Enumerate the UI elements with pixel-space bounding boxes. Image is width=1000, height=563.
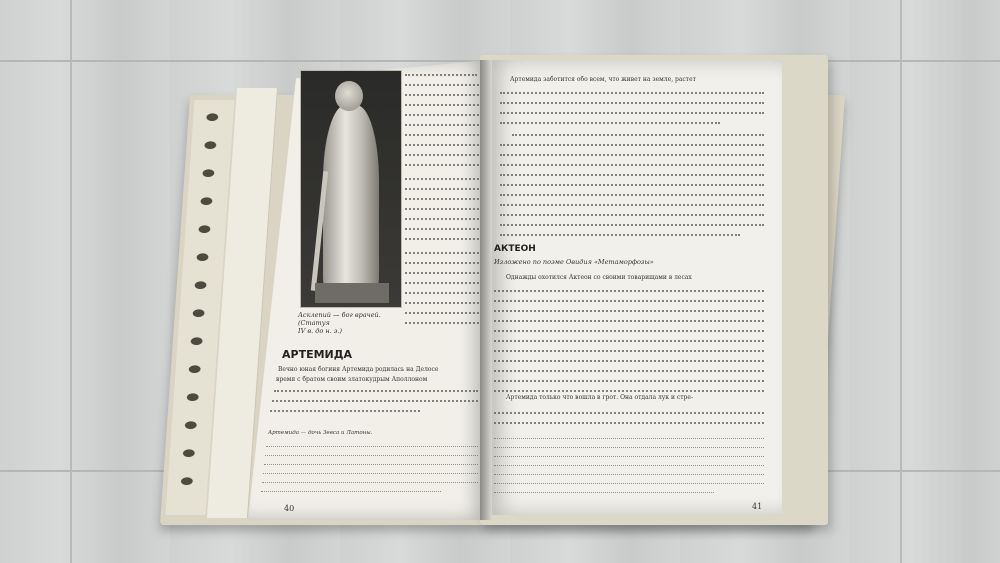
text-line bbox=[405, 282, 479, 284]
text-line bbox=[405, 144, 479, 146]
section-subtitle: Изложено по поэме Овидия «Метаморфозы» bbox=[494, 258, 654, 266]
palmette-icon bbox=[191, 250, 214, 262]
palmette-icon bbox=[197, 166, 220, 178]
text-line bbox=[405, 114, 479, 116]
text-line bbox=[500, 144, 764, 146]
palmette-icon bbox=[187, 306, 210, 318]
text-line bbox=[261, 491, 441, 492]
text-fragment: Однажды охотился Актеон со своими товарищами в лесах bbox=[506, 274, 692, 281]
palmette-icon bbox=[201, 110, 224, 122]
text-line bbox=[500, 204, 764, 206]
text-line bbox=[500, 174, 764, 176]
text-line bbox=[405, 124, 479, 126]
text-line bbox=[494, 300, 764, 302]
text-line bbox=[500, 214, 764, 216]
text-line bbox=[405, 218, 479, 220]
caption-line: (Статуя bbox=[298, 318, 330, 327]
text-line bbox=[494, 483, 764, 484]
statue-illustration bbox=[300, 70, 402, 308]
palmette-icon bbox=[189, 278, 212, 290]
text-line bbox=[494, 465, 764, 466]
text-line bbox=[405, 272, 479, 274]
text-line bbox=[405, 164, 479, 166]
text-line bbox=[265, 455, 478, 456]
text-line bbox=[263, 473, 478, 474]
text-line bbox=[500, 92, 764, 94]
text-line bbox=[494, 290, 764, 292]
palmette-icon bbox=[183, 362, 206, 374]
text-line bbox=[500, 234, 740, 236]
text-line bbox=[405, 228, 479, 230]
text-line bbox=[494, 350, 764, 352]
text-line bbox=[405, 262, 479, 264]
text-line bbox=[500, 164, 764, 166]
text-line bbox=[272, 400, 478, 402]
text-fragment: Артемида — дочь Зевса и Латоны. bbox=[268, 430, 373, 436]
text-line bbox=[266, 446, 478, 447]
text-line bbox=[494, 447, 764, 448]
text-line bbox=[494, 422, 764, 424]
text-line bbox=[494, 474, 764, 475]
palmette-icon bbox=[195, 194, 218, 206]
text-line bbox=[405, 178, 479, 180]
text-line bbox=[405, 252, 479, 254]
text-line bbox=[405, 322, 479, 324]
text-line bbox=[494, 330, 764, 332]
text-line bbox=[494, 412, 764, 414]
text-line bbox=[494, 360, 764, 362]
text-fragment: Артемида только что вошла в грот. Она отдала лук и стре- bbox=[506, 394, 693, 401]
text-line bbox=[500, 102, 764, 104]
text-line bbox=[405, 134, 479, 136]
text-line bbox=[500, 224, 764, 226]
palmette-icon bbox=[176, 474, 199, 486]
text-line bbox=[405, 188, 479, 190]
text-line bbox=[405, 302, 479, 304]
text-line bbox=[405, 312, 479, 314]
text-line bbox=[494, 310, 764, 312]
palmette-icon bbox=[181, 390, 204, 402]
statue-caption bbox=[298, 312, 408, 335]
caption-line: IV в. до н. э.) bbox=[298, 326, 342, 335]
text-line bbox=[500, 194, 764, 196]
palmette-icon bbox=[185, 334, 208, 346]
floor-plank-line bbox=[70, 0, 72, 563]
text-line bbox=[494, 456, 764, 457]
text-line bbox=[274, 390, 478, 392]
palmette-icon bbox=[193, 222, 216, 234]
page-heading: АРТЕМИДА bbox=[282, 348, 353, 361]
text-line bbox=[270, 410, 420, 412]
text-line bbox=[405, 208, 479, 210]
text-line bbox=[405, 238, 479, 240]
text-line bbox=[494, 340, 764, 342]
text-fragment: Артемида заботится обо всем, что живет на земле, растет bbox=[510, 76, 696, 83]
text-line bbox=[494, 370, 764, 372]
text-line bbox=[405, 94, 479, 96]
text-line bbox=[494, 320, 764, 322]
caption-line: Асклепий — бог врачей. bbox=[298, 311, 381, 319]
text-line bbox=[500, 122, 720, 124]
page-number-right: 41 bbox=[752, 502, 763, 511]
text-fragment: время с братом своим златокудрым Аполлоном bbox=[276, 376, 428, 383]
text-line bbox=[500, 154, 764, 156]
palmette-icon bbox=[199, 138, 222, 150]
palmette-icon bbox=[177, 446, 200, 458]
text-line bbox=[500, 184, 764, 186]
page-number-left: 40 bbox=[284, 504, 295, 513]
text-line bbox=[512, 134, 764, 136]
text-line bbox=[405, 104, 479, 106]
palmette-icon bbox=[179, 418, 202, 430]
text-line bbox=[405, 84, 479, 86]
text-line bbox=[494, 438, 764, 439]
text-line bbox=[405, 198, 479, 200]
text-line bbox=[494, 390, 764, 392]
section-heading: АКТЕОН bbox=[494, 244, 536, 254]
text-line bbox=[264, 464, 478, 465]
floor-plank-line bbox=[900, 0, 902, 563]
text-line bbox=[405, 154, 479, 156]
text-line bbox=[500, 112, 764, 114]
text-line bbox=[405, 292, 479, 294]
text-line bbox=[262, 482, 478, 483]
book-gutter bbox=[480, 60, 492, 520]
text-line bbox=[494, 492, 714, 493]
text-fragment: Вечно юная богиня Артемида родилась на Делосе bbox=[278, 366, 439, 373]
text-line bbox=[405, 74, 477, 76]
text-line bbox=[494, 380, 764, 382]
